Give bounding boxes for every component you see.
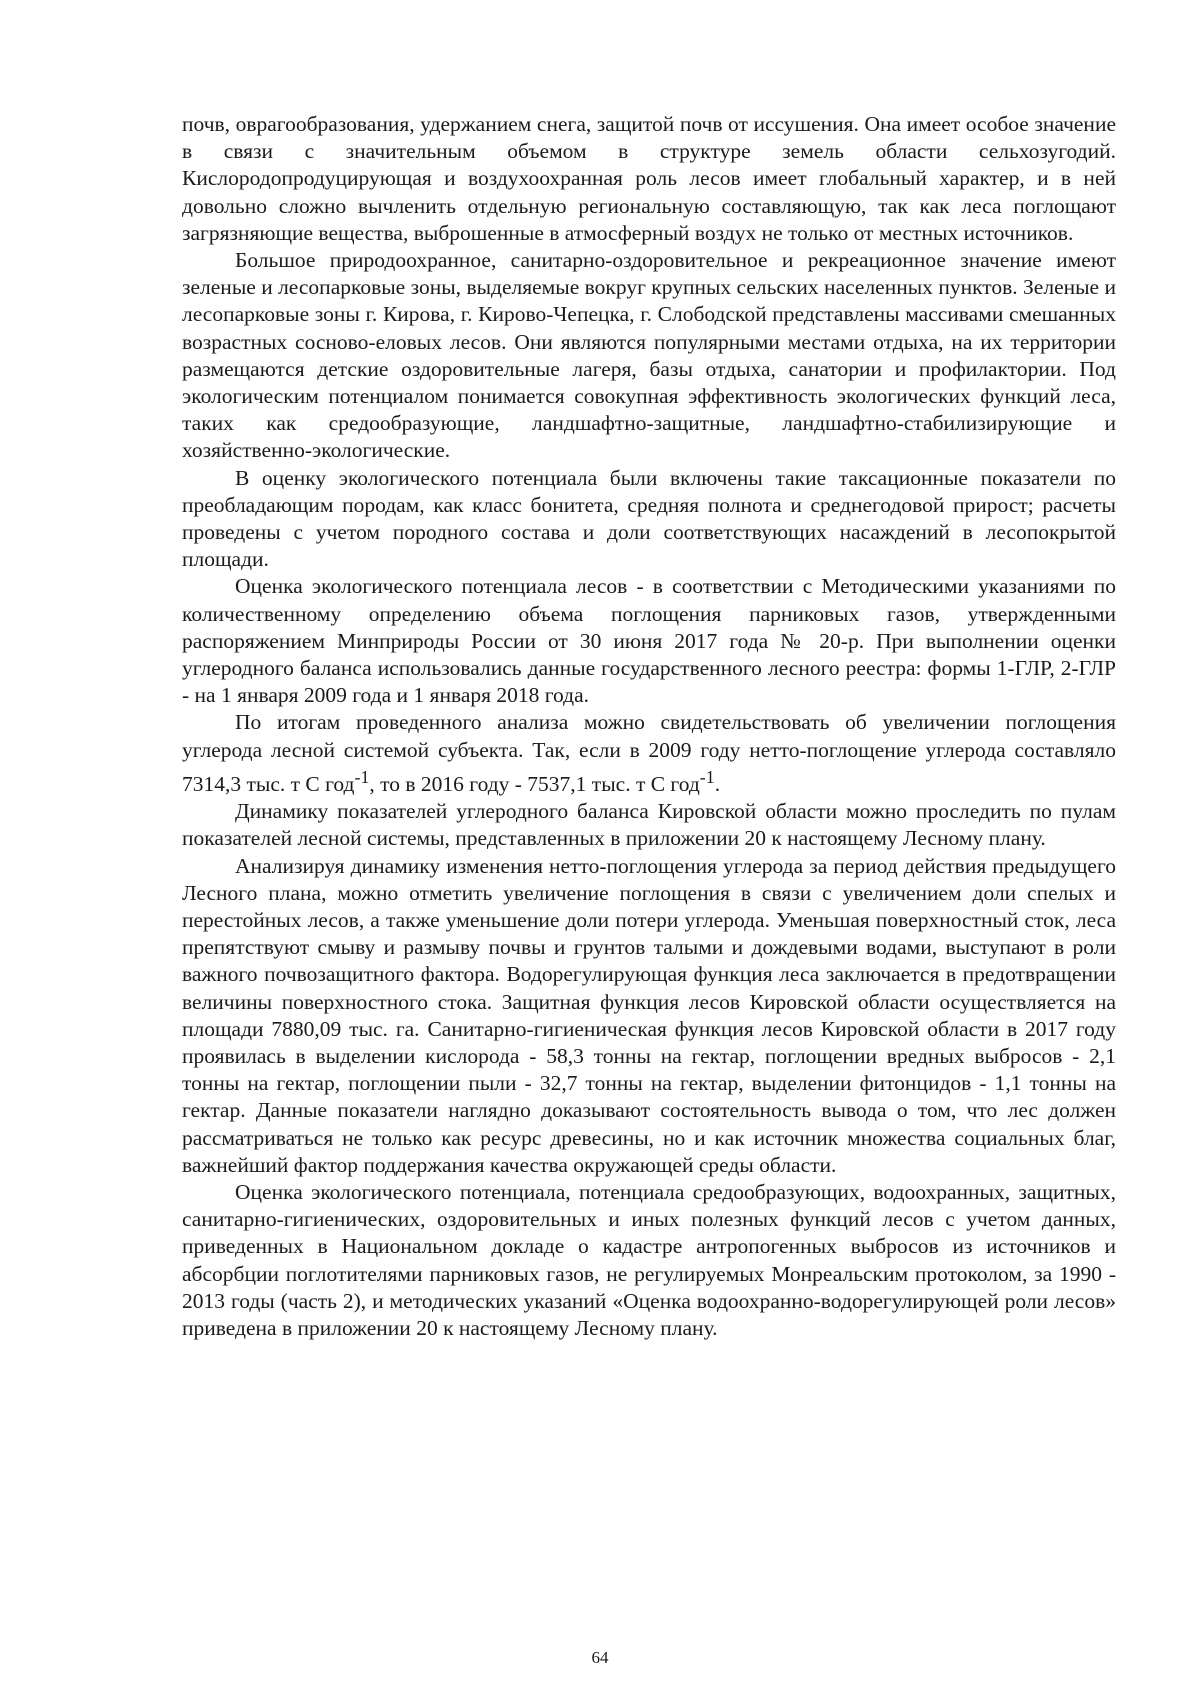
paragraph-carbon-dynamics: Динамику показателей углеродного баланса Кировской области можно проследить по пулам показателей лесной системы, представленных в приложении 20 к настоящему Лесному плану. [182,799,1116,851]
carbon-text-part2: , то в 2016 году - 7537,1 тыс. т С год [369,772,700,797]
carbon-text-part3: . [714,772,721,797]
carbon-text-part1: По итогам проведенного анализа можно свидетельствовать об увеличении поглощения углерода лесной системой субъекта. Так, если в 2009 году нетто-поглощение углерода составляло 7314,3 тыс. т С год [182,710,1116,797]
paragraph-methodology: Оценка экологического потенциала лесов - в соответствии с Методическими указаниями по количественному определению объема поглощения парниковых газов, утвержденными распоряжением Минприроды России от 30 июня 2017 года № 20-р. При выполнении оценки углеродного баланса использовались данные государственного лесного реестра: формы 1-ГЛР, 2-ГЛР - на 1 января 2009 года и 1 января 2018 года. [182,574,1116,708]
document-body [182,111,1116,1342]
page-number: 64 [591,1648,609,1667]
paragraph-ecological-potential: Оценка экологического потенциала, потенциала средообразующих, водоохранных, защитных, санитарно-гигиенических, оздоровительных и иных полезных функций лесов с учетом данных, приведенных в Национальном докладе о кадастре антропогенных выбросов из источников и абсорбции поглотителями парниковых газов, не регулируемых Монреальским протоколом, за 1990 - 2013 годы (часть 2), и методических указаний «Оценка водоохранно-водорегулирующей роли лесов» приведена в приложении 20 к настоящему Лесному плану. [182,1180,1116,1341]
paragraph-forest-functions: Анализируя динамику изменения нетто-поглощения углерода за период действия предыдущего Лесного плана, можно отметить увеличение поглощения в связи с увеличением доли спелых и перестойных лесов, а также уменьшение доли потери углерода. Уменьшая поверхностный сток, леса препятствуют смыву и размыву почвы и грунтов талыми и дождевыми водами, выступают в роли важного почвозащитного фактора. Водорегулирующая функция леса заключается в предотвращении величины поверхностного стока. Защитная функция лесов Кировской области осуществляется на площади 7880,09 тыс. га. Санитарно-гигиеническая функция лесов Кировской области в 2017 году проявилась в выделении кислорода - 58,3 тонны на гектар, поглощении вредных выбросов - 2,1 тонны на гектар, поглощении пыли - 32,7 тонны на гектар, выделении фитонцидов - 1,1 тонны на гектар. Данные показатели наглядно доказывают состоятельность вывода о том, что лес должен рассматриваться не только как ресурс древесины, но и как источник множества социальных благ, важнейший фактор поддержания качества окружающей среды области. [182,853,1116,1177]
paragraph-carbon-balance [182,709,1116,798]
paragraph-soil-protection: почв, оврагообразования, удержанием снега, защитой почв от иссушения. Она имеет особое значение в связи с значительным объемом в структуре земель области сельхозугодий. Кислородопродуцирующая и воздухоохранная роль лесов имеет глобальный характер, и в ней довольно сложно вычленить отдельную региональную составляющую, так как леса поглощают загрязняющие вещества, выброшенные в атмосферный воздух не только от местных источников. [182,112,1116,245]
paragraph-assessment-indicators: В оценку экологического потенциала были включены такие таксационные показатели по преобладающим породам, как класс бонитета, средняя полнота и среднегодовой прирост; расчеты проведены с учетом породного состава и доли соответствующих насаждений в лесопокрытой площади. [182,465,1116,572]
carbon-unit-exponent-1: -1 [354,766,370,787]
carbon-unit-exponent-2: -1 [699,766,715,787]
paragraph-green-zones: Большое природоохранное, санитарно-оздоровительное и рекреационное значение имеют зеленые и лесопарковые зоны, выделяемые вокруг крупных сельских населенных пунктов. Зеленые и лесопарковые зоны г. Кирова, г. Кирово-Чепецка, г. Слободской представлены массивами смешанных возрастных сосново-еловых лесов. Они являются популярными местами отдыха, на их территории размещаются детские оздоровительные лагеря, базы отдыха, санатории и профилактории. Под экологическим потенциалом понимается совокупная эффективность экологических функций леса, таких как средообразующие, ландшафтно-защитные, ландшафтно-стабилизирующие и хозяйственно-экологические. [182,248,1116,463]
